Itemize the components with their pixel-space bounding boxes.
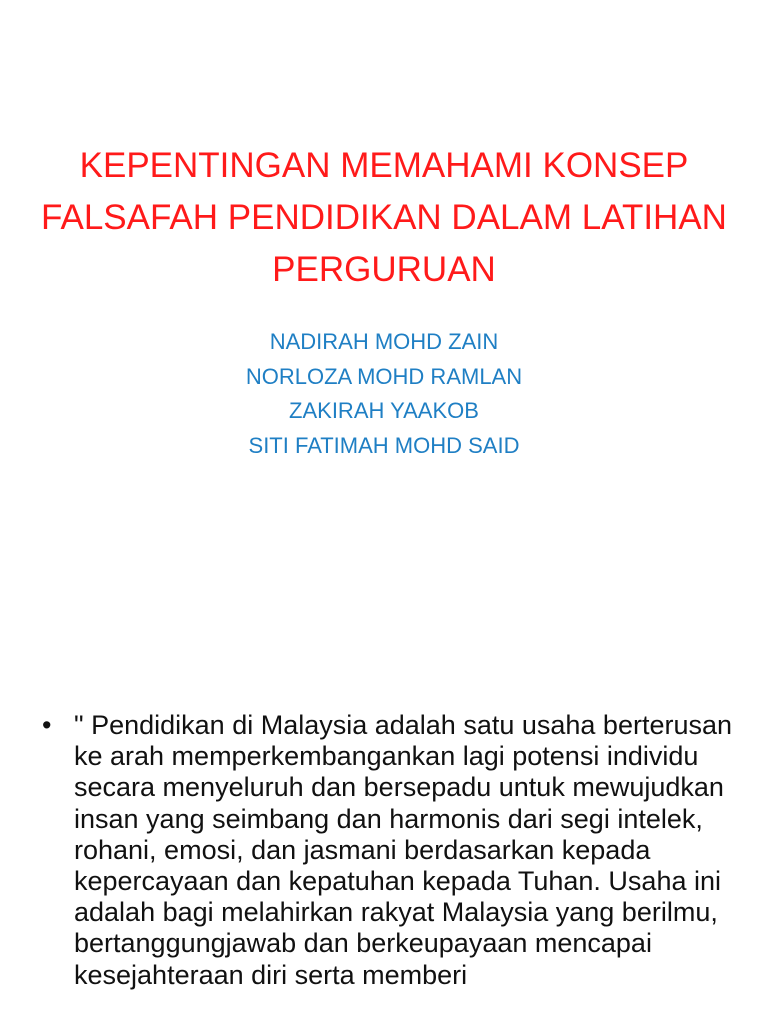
slide-title: KEPENTINGAN MEMAHAMI KONSEP FALSAFAH PENDIDIKAN DALAM LATIHAN PERGURUAN xyxy=(41,146,727,289)
author-name: ZAKIRAH YAAKOB xyxy=(289,398,479,423)
bullet-icon: • xyxy=(42,710,52,740)
author-name: NADIRAH MOHD ZAIN xyxy=(269,329,499,354)
author-name: SITI FATIMAH MOHD SAID xyxy=(248,432,520,458)
body-bullet-item xyxy=(42,710,742,991)
author-name: NORLOZA MOHD RAMLAN xyxy=(245,363,523,389)
body-quote-text: " Pendidikan di Malaysia adalah satu usaha berterusan ke arah memperkembangankan lagi potensi individu secara menyeluruh dan bersepadu untuk mewujudkan insan yang seimbang dan harmonis dari segi intelek, rohani, emosi, dan jasmani berdasarkan kepada kepercayaan dan kepatuhan kepada Tuhan. Usaha ini adalah bagi melahirkan rakyat Malaysia yang berilmu, bertanggungjawab dan berkeupayaan mencapai kesejahteraan diri serta memberi xyxy=(74,710,733,990)
body-text-list xyxy=(42,710,742,991)
author-list xyxy=(40,325,728,463)
